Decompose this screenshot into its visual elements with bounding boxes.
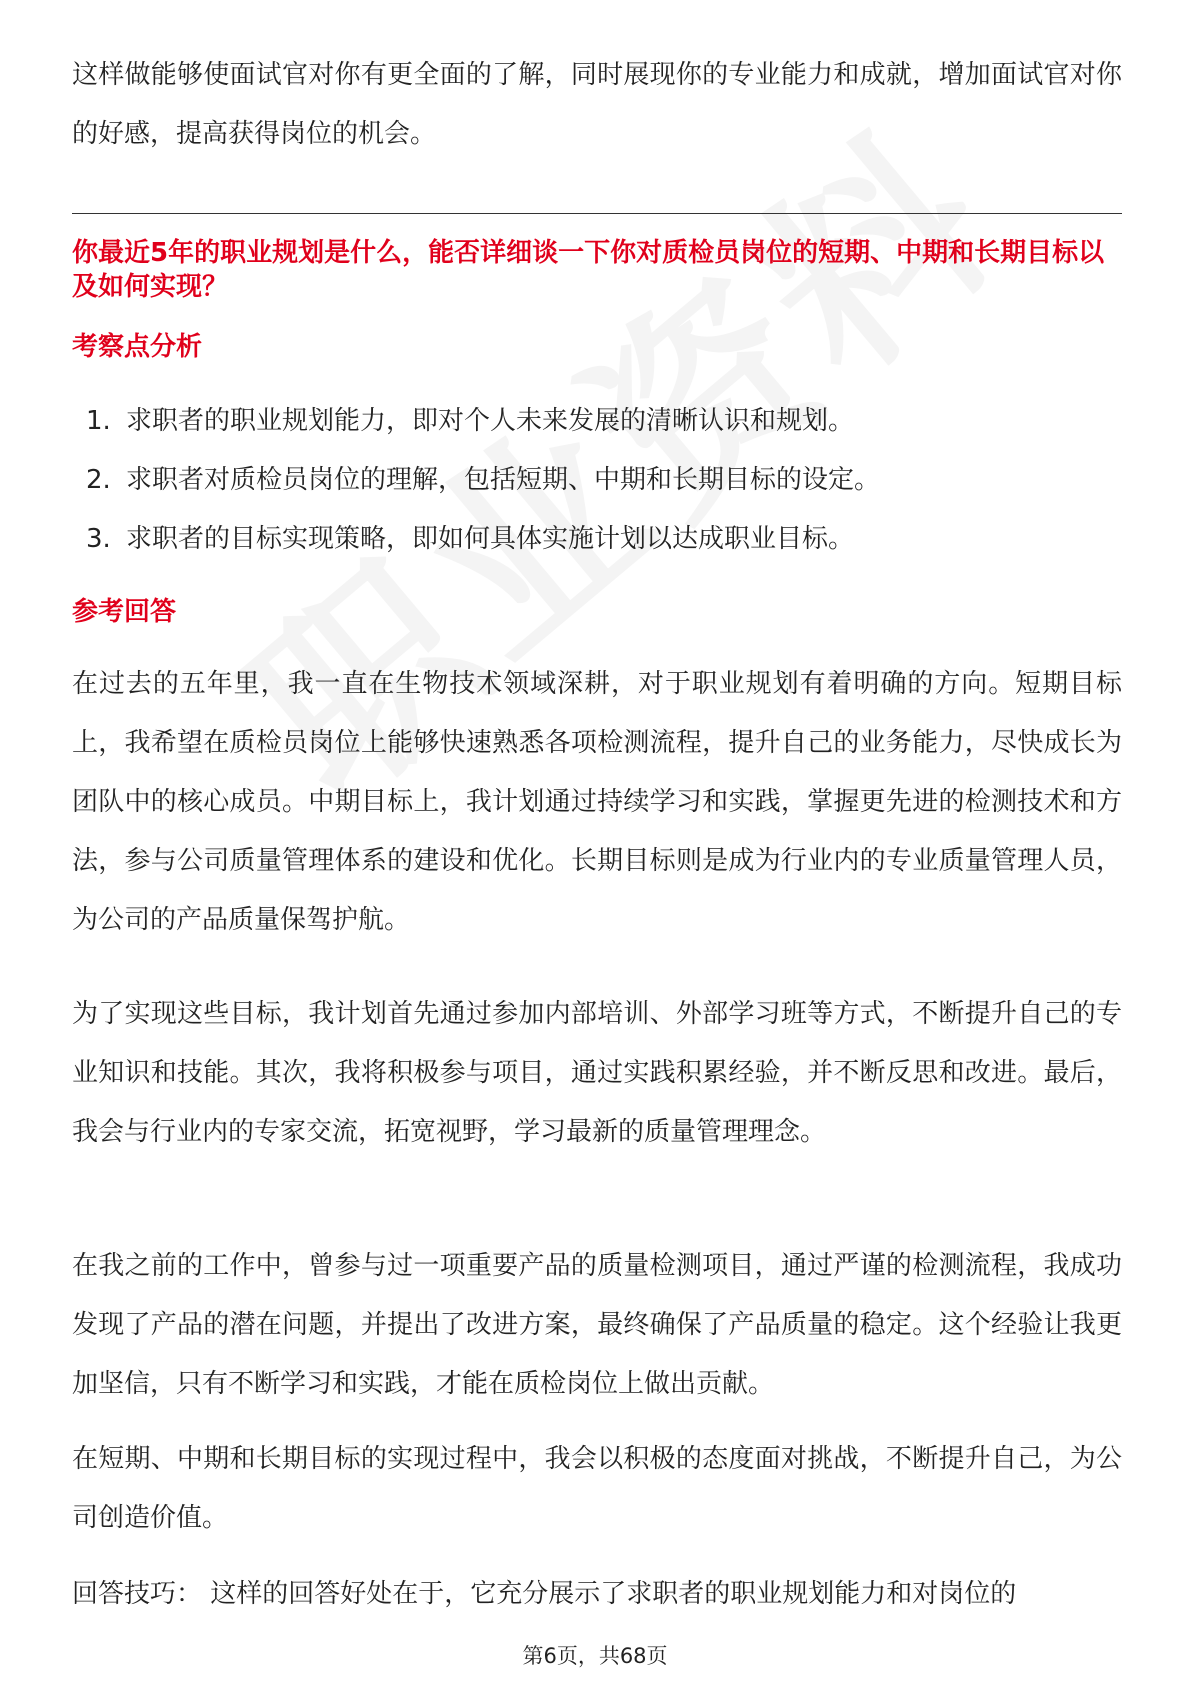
answer-paragraph-3: 在我之前的工作中，曾参与过一项重要产品的质量检测项目，通过严谨的检测流程，我成功发现了产品的潜在问题，并提出了改进方案，最终确保了产品质量的稳定。这个经验让我更加坚信，只有不断学习和实践，才能在质检岗位上做出贡献。 bbox=[72, 1251, 1122, 1399]
section-divider bbox=[72, 213, 1122, 214]
answer-paragraph-2: 为了实现这些目标，我计划首先通过参加内部培训、外部学习班等方式，不断提升自己的专业知识和技能。其次，我将积极参与项目，通过实践积累经验，并不断反思和改进。最后，我会与行业内的专家交流，拓宽视野，学习最新的质量管理理念。 bbox=[72, 999, 1122, 1147]
list-item-text: 求职者的职业规划能力，即对个人未来发展的清晰认识和规划。 bbox=[126, 406, 855, 436]
answer-tip: 回答技巧： 这样的回答好处在于，它充分展示了求职者的职业规划能力和对岗位的 bbox=[72, 1579, 1017, 1609]
list-item-text: 求职者的目标实现策略，即如何具体实施计划以达成职业目标。 bbox=[126, 524, 855, 554]
list-item-number: 2. bbox=[86, 465, 111, 495]
list-item bbox=[86, 451, 880, 510]
list-item-number: 3. bbox=[86, 524, 111, 554]
page-number: 第6页，共68页 bbox=[522, 1644, 668, 1668]
list-item bbox=[86, 510, 880, 569]
answer-paragraph-1: 在过去的五年里，我一直在生物技术领域深耕，对于职业规划有着明确的方向。短期目标上，我希望在质检员岗位上能够快速熟悉各项检测流程，提升自己的业务能力，尽快成长为团队中的核心成员。中期目标上，我计划通过持续学习和实践，掌握更先进的检测技术和方法，参与公司质量管理体系的建设和优化。长期目标则是成为行业内的专业质量管理人员，为公司的产品质量保驾护航。 bbox=[72, 669, 1122, 935]
list-item bbox=[86, 392, 880, 451]
list-item-number: 1. bbox=[86, 406, 111, 436]
analysis-title: 考察点分析 bbox=[72, 332, 203, 362]
question-heading: 你最近5年的职业规划是什么，能否详细谈一下你对质检员岗位的短期、中期和长期目标以及如何实现？ bbox=[72, 238, 1105, 302]
intro-paragraph: 这样做能够使面试官对你有更全面的了解，同时展现你的专业能力和成就，增加面试官对你的好感，提高获得岗位的机会。 bbox=[72, 60, 1122, 149]
answer-paragraph-4: 在短期、中期和长期目标的实现过程中，我会以积极的态度面对挑战，不断提升自己，为公司创造价值。 bbox=[72, 1444, 1122, 1533]
answer-title: 参考回答 bbox=[72, 597, 177, 627]
analysis-list bbox=[86, 392, 880, 569]
list-item-text: 求职者对质检员岗位的理解，包括短期、中期和长期目标的设定。 bbox=[126, 465, 881, 495]
